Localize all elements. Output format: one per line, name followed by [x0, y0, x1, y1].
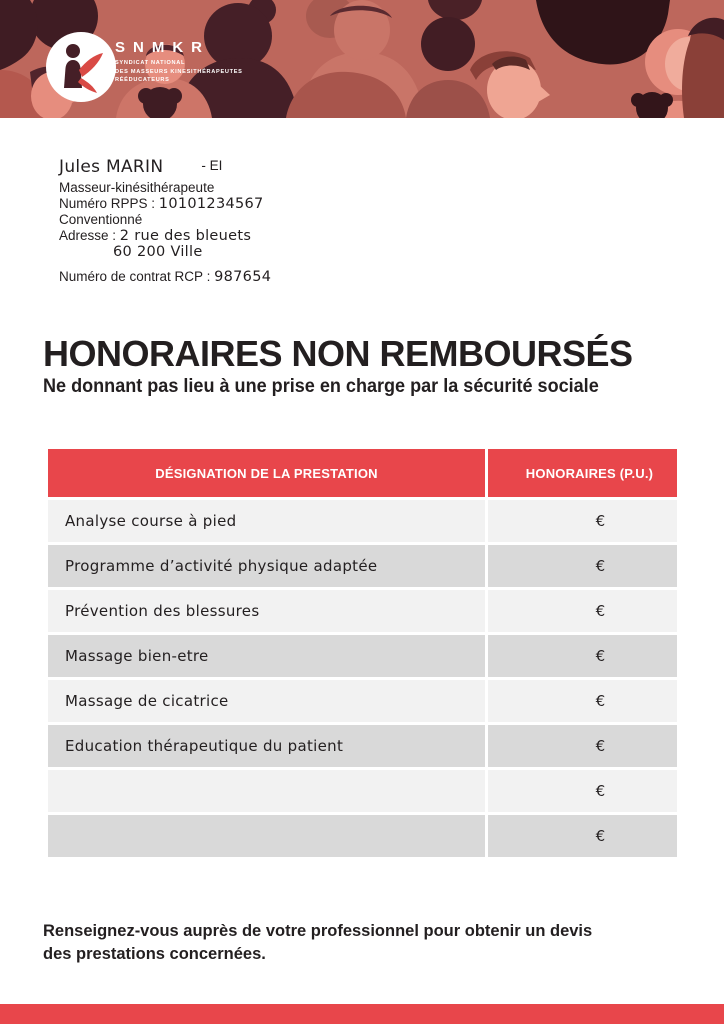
column-header-designation: DÉSIGNATION DE LA PRESTATION	[48, 449, 485, 497]
fee-table-header	[48, 449, 677, 497]
snmkr-logo-icon	[46, 32, 116, 102]
honoraire-cell: €	[488, 590, 677, 632]
practitioner-suffix: - EI	[201, 158, 223, 173]
designation-cell: Analyse course à pied	[48, 500, 485, 542]
table-row	[48, 635, 677, 677]
page-title: HONORAIRES NON REMBOURSÉS	[43, 333, 633, 374]
logo-subtitle-line: SYNDICAT NATIONAL	[115, 60, 186, 66]
logo-subtitle-line: RÉÉDUCATEURS	[115, 77, 170, 83]
address-label: Adresse :	[59, 228, 117, 243]
address-value: 2 rue des bleuets	[119, 228, 252, 244]
practitioner-convention: Conventionné	[59, 212, 143, 227]
honoraire-cell: €	[488, 815, 677, 857]
logo-subtitle	[115, 59, 243, 85]
table-row	[48, 590, 677, 632]
designation-cell: Massage de cicatrice	[48, 680, 485, 722]
page-subtitle: Ne donnant pas lieu à une prise en charge par la sécurité sociale	[43, 376, 599, 397]
designation-cell	[48, 770, 485, 812]
designation-cell: Prévention des blessures	[48, 590, 485, 632]
address-line2: 60 200 Ville	[113, 244, 203, 260]
table-row	[48, 680, 677, 722]
honoraire-cell: €	[488, 770, 677, 812]
column-header-honoraires: HONORAIRES (P.U.)	[488, 449, 677, 497]
title-block	[43, 334, 703, 398]
practitioner-block	[59, 158, 271, 285]
honoraire-cell: €	[488, 725, 677, 767]
rcp-value: 987654	[214, 269, 272, 285]
designation-cell: Programme d’activité physique adaptée	[48, 545, 485, 587]
practitioner-rpps-line	[59, 196, 271, 212]
table-row	[48, 725, 677, 767]
practitioner-rcp-line	[59, 269, 271, 285]
table-row	[48, 770, 677, 812]
rcp-label: Numéro de contrat RCP :	[59, 269, 211, 284]
header-banner	[0, 0, 724, 118]
footer-note: Renseignez-vous auprès de votre professionnel pour obtenir un devis des prestations concernées.	[43, 922, 593, 963]
honoraire-cell: €	[488, 500, 677, 542]
rpps-label: Numéro RPPS :	[59, 196, 156, 211]
practitioner-name-line	[59, 158, 271, 180]
bottom-accent-bar	[0, 1004, 724, 1024]
honoraire-cell: €	[488, 635, 677, 677]
rpps-value: 10101234567	[158, 196, 264, 212]
table-row	[48, 500, 677, 542]
designation-cell: Massage bien-etre	[48, 635, 485, 677]
honoraire-cell: €	[488, 680, 677, 722]
designation-cell	[48, 815, 485, 857]
fee-table-body	[48, 500, 677, 857]
designation-cell: Education thérapeutique du patient	[48, 725, 485, 767]
practitioner-profession: Masseur-kinésithérapeute	[59, 180, 215, 195]
logo-subtitle-line: DES MASSEURS KINESITHÉRAPEUTES	[115, 68, 243, 75]
snmkr-logo-text	[115, 40, 243, 85]
practitioner-address-line	[59, 228, 271, 244]
logo-abbr: SNMKR	[115, 39, 210, 56]
table-row	[48, 545, 677, 587]
honoraire-cell: €	[488, 545, 677, 587]
table-row	[48, 815, 677, 857]
practitioner-name: Jules MARIN	[59, 157, 164, 177]
fee-table	[48, 449, 677, 857]
